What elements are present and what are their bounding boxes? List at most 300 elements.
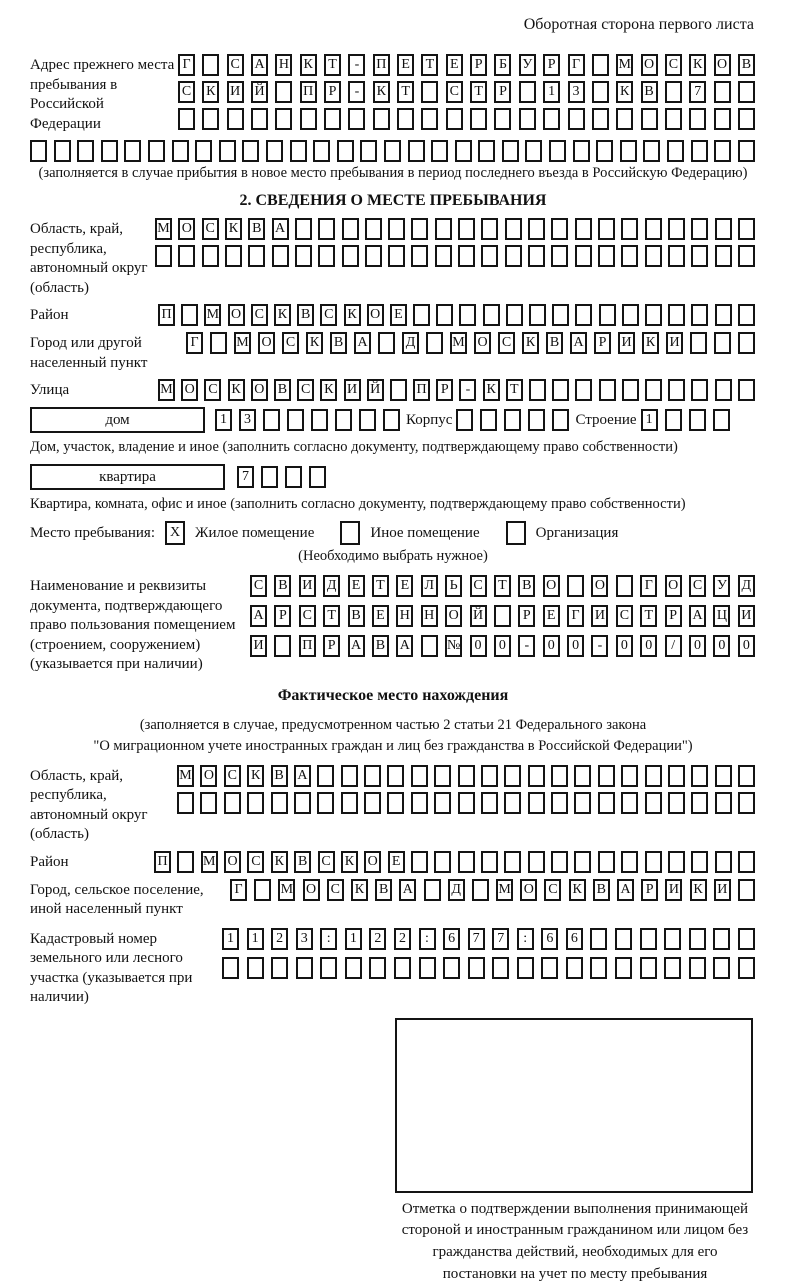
form-cell[interactable]: Н — [275, 54, 292, 76]
form-cell[interactable] — [529, 304, 546, 326]
form-cell[interactable] — [689, 928, 706, 950]
form-cell[interactable] — [689, 957, 706, 979]
form-cell[interactable]: К — [228, 379, 245, 401]
form-cell[interactable]: И — [618, 332, 635, 354]
form-cell[interactable]: Т — [494, 575, 511, 597]
form-cell[interactable]: - — [348, 81, 365, 103]
form-cell[interactable] — [419, 957, 436, 979]
form-cell[interactable] — [691, 304, 708, 326]
form-cell[interactable]: Р — [470, 54, 487, 76]
form-cell[interactable]: Р — [436, 379, 453, 401]
form-cell[interactable] — [645, 245, 662, 267]
form-cell[interactable]: С — [327, 879, 344, 901]
form-cell[interactable] — [667, 140, 684, 162]
form-cell[interactable] — [434, 851, 451, 873]
form-cell[interactable] — [435, 218, 452, 240]
form-cell[interactable] — [598, 851, 615, 873]
form-cell[interactable] — [615, 928, 632, 950]
form-cell[interactable] — [713, 957, 730, 979]
form-cell[interactable]: В — [546, 332, 563, 354]
form-cell[interactable] — [373, 108, 390, 130]
form-cell[interactable] — [599, 304, 616, 326]
form-cell[interactable] — [690, 332, 707, 354]
form-cell[interactable]: С — [224, 765, 241, 787]
form-cell[interactable]: П — [299, 635, 316, 657]
form-cell[interactable] — [458, 851, 475, 873]
form-cell[interactable]: 1 — [222, 928, 239, 950]
form-cell[interactable] — [738, 245, 755, 267]
form-cell[interactable] — [665, 81, 682, 103]
form-cell[interactable]: 0 — [640, 635, 657, 657]
form-cell[interactable] — [413, 304, 430, 326]
form-cell[interactable]: О — [591, 575, 608, 597]
form-cell[interactable] — [384, 140, 401, 162]
form-cell[interactable] — [505, 245, 522, 267]
form-cell[interactable] — [643, 140, 660, 162]
form-cell[interactable]: Е — [446, 54, 463, 76]
form-cell[interactable] — [287, 409, 304, 431]
form-cell[interactable]: Т — [397, 81, 414, 103]
form-cell[interactable] — [645, 218, 662, 240]
form-cell[interactable] — [621, 765, 638, 787]
form-cell[interactable]: С — [250, 575, 267, 597]
form-cell[interactable] — [551, 792, 568, 814]
form-cell[interactable]: Ь — [445, 575, 462, 597]
form-cell[interactable]: 0 — [689, 635, 706, 657]
form-cell[interactable]: В — [271, 765, 288, 787]
form-cell[interactable]: О — [251, 379, 268, 401]
form-cell[interactable] — [640, 928, 657, 950]
form-cell[interactable] — [178, 245, 195, 267]
form-cell[interactable]: Е — [396, 575, 413, 597]
form-cell[interactable] — [505, 218, 522, 240]
form-cell[interactable] — [387, 765, 404, 787]
form-cell[interactable]: 7 — [468, 928, 485, 950]
form-cell[interactable] — [592, 54, 609, 76]
form-cell[interactable] — [494, 108, 511, 130]
form-cell[interactable] — [263, 409, 280, 431]
form-cell[interactable]: У — [713, 575, 730, 597]
form-cell[interactable]: И — [591, 605, 608, 627]
form-cell[interactable]: Р — [323, 635, 340, 657]
form-cell[interactable] — [472, 879, 489, 901]
form-cell[interactable]: Р — [324, 81, 341, 103]
form-cell[interactable] — [446, 108, 463, 130]
form-cell[interactable]: Т — [324, 54, 341, 76]
form-cell[interactable]: А — [272, 218, 289, 240]
form-cell[interactable] — [621, 245, 638, 267]
form-cell[interactable] — [668, 304, 685, 326]
form-cell[interactable] — [517, 957, 534, 979]
form-cell[interactable] — [665, 409, 682, 431]
form-cell[interactable] — [77, 140, 94, 162]
form-cell[interactable] — [426, 332, 443, 354]
form-cell[interactable] — [458, 218, 475, 240]
form-cell[interactable] — [480, 409, 497, 431]
form-cell[interactable]: Т — [470, 81, 487, 103]
checkbox-organizatsiya[interactable] — [506, 521, 526, 545]
form-cell[interactable]: : — [320, 928, 337, 950]
form-cell[interactable] — [645, 379, 662, 401]
form-cell[interactable]: К — [522, 332, 539, 354]
form-cell[interactable]: Г — [230, 879, 247, 901]
form-cell[interactable] — [738, 879, 755, 901]
form-cell[interactable] — [242, 140, 259, 162]
form-cell[interactable]: О — [520, 879, 537, 901]
form-cell[interactable]: О — [445, 605, 462, 627]
form-cell[interactable] — [575, 379, 592, 401]
form-cell[interactable] — [596, 140, 613, 162]
form-cell[interactable] — [248, 245, 265, 267]
form-cell[interactable]: О — [543, 575, 560, 597]
form-cell[interactable] — [715, 851, 732, 873]
form-cell[interactable]: Т — [372, 575, 389, 597]
form-cell[interactable] — [390, 379, 407, 401]
form-cell[interactable] — [275, 108, 292, 130]
form-cell[interactable] — [261, 466, 278, 488]
form-cell[interactable]: Й — [251, 81, 268, 103]
form-cell[interactable]: И — [299, 575, 316, 597]
form-cell[interactable] — [436, 304, 453, 326]
form-cell[interactable] — [590, 957, 607, 979]
form-cell[interactable]: Т — [323, 605, 340, 627]
form-cell[interactable] — [295, 245, 312, 267]
form-cell[interactable] — [411, 765, 428, 787]
form-cell[interactable]: К — [202, 81, 219, 103]
form-cell[interactable]: Р — [641, 879, 658, 901]
form-cell[interactable]: Н — [421, 605, 438, 627]
form-cell[interactable] — [641, 108, 658, 130]
form-cell[interactable]: И — [344, 379, 361, 401]
form-cell[interactable] — [411, 851, 428, 873]
form-cell[interactable] — [543, 108, 560, 130]
form-cell[interactable] — [456, 409, 473, 431]
form-cell[interactable]: - — [348, 54, 365, 76]
form-cell[interactable]: И — [738, 605, 755, 627]
form-cell[interactable] — [738, 957, 755, 979]
form-cell[interactable]: В — [330, 332, 347, 354]
form-cell[interactable]: С — [227, 54, 244, 76]
form-cell[interactable]: М — [177, 765, 194, 787]
form-cell[interactable]: У — [519, 54, 536, 76]
form-cell[interactable] — [645, 765, 662, 787]
form-cell[interactable] — [504, 765, 521, 787]
form-cell[interactable] — [101, 140, 118, 162]
form-cell[interactable] — [178, 108, 195, 130]
form-cell[interactable]: Д — [448, 879, 465, 901]
form-cell[interactable]: С — [320, 304, 337, 326]
form-cell[interactable]: О — [364, 851, 381, 873]
form-cell[interactable] — [271, 957, 288, 979]
form-cell[interactable] — [691, 792, 708, 814]
form-cell[interactable]: И — [666, 332, 683, 354]
form-cell[interactable]: С — [204, 379, 221, 401]
form-cell[interactable] — [528, 409, 545, 431]
form-cell[interactable] — [691, 140, 708, 162]
form-cell[interactable] — [528, 851, 545, 873]
form-cell[interactable] — [443, 957, 460, 979]
form-cell[interactable]: Е — [390, 304, 407, 326]
form-cell[interactable]: М — [234, 332, 251, 354]
form-cell[interactable] — [481, 245, 498, 267]
form-cell[interactable] — [529, 379, 546, 401]
form-cell[interactable]: С — [247, 851, 264, 873]
form-cell[interactable] — [341, 765, 358, 787]
form-cell[interactable] — [664, 928, 681, 950]
form-cell[interactable]: А — [348, 635, 365, 657]
form-cell[interactable] — [435, 245, 452, 267]
form-cell[interactable] — [411, 792, 428, 814]
form-cell[interactable] — [691, 245, 708, 267]
form-cell[interactable] — [528, 792, 545, 814]
form-cell[interactable]: А — [294, 765, 311, 787]
form-cell[interactable]: Р — [274, 605, 291, 627]
form-cell[interactable]: С — [202, 218, 219, 240]
form-cell[interactable] — [481, 765, 498, 787]
form-cell[interactable]: К — [373, 81, 390, 103]
form-cell[interactable]: К — [247, 765, 264, 787]
form-cell[interactable] — [551, 245, 568, 267]
form-cell[interactable] — [369, 957, 386, 979]
form-cell[interactable] — [640, 957, 657, 979]
form-cell[interactable]: 0 — [713, 635, 730, 657]
form-cell[interactable] — [272, 245, 289, 267]
form-cell[interactable] — [300, 108, 317, 130]
form-cell[interactable]: К — [351, 879, 368, 901]
form-cell[interactable] — [575, 245, 592, 267]
form-cell[interactable]: В — [274, 575, 291, 597]
form-cell[interactable] — [738, 218, 755, 240]
form-cell[interactable]: Д — [402, 332, 419, 354]
form-cell[interactable]: 7 — [492, 928, 509, 950]
form-cell[interactable] — [668, 792, 685, 814]
form-cell[interactable] — [434, 765, 451, 787]
form-cell[interactable]: : — [517, 928, 534, 950]
form-cell[interactable] — [224, 792, 241, 814]
form-cell[interactable] — [290, 140, 307, 162]
form-cell[interactable]: Л — [421, 575, 438, 597]
form-cell[interactable]: К — [642, 332, 659, 354]
form-cell[interactable]: О — [641, 54, 658, 76]
form-cell[interactable] — [274, 635, 291, 657]
form-cell[interactable] — [202, 54, 219, 76]
form-cell[interactable] — [575, 218, 592, 240]
form-cell[interactable]: К — [483, 379, 500, 401]
form-cell[interactable] — [172, 140, 189, 162]
form-cell[interactable] — [715, 379, 732, 401]
form-cell[interactable]: 2 — [394, 928, 411, 950]
form-cell[interactable] — [342, 218, 359, 240]
form-cell[interactable]: П — [413, 379, 430, 401]
form-cell[interactable] — [668, 218, 685, 240]
form-cell[interactable] — [364, 792, 381, 814]
form-cell[interactable]: М — [496, 879, 513, 901]
form-cell[interactable] — [664, 957, 681, 979]
form-cell[interactable] — [378, 332, 395, 354]
form-cell[interactable] — [714, 108, 731, 130]
form-cell[interactable] — [365, 218, 382, 240]
form-cell[interactable] — [551, 218, 568, 240]
form-cell[interactable] — [738, 140, 755, 162]
form-cell[interactable] — [519, 108, 536, 130]
form-cell[interactable] — [219, 140, 236, 162]
form-cell[interactable] — [504, 851, 521, 873]
form-cell[interactable]: С — [498, 332, 515, 354]
form-cell[interactable] — [458, 792, 475, 814]
form-cell[interactable] — [424, 879, 441, 901]
form-cell[interactable] — [470, 108, 487, 130]
form-cell[interactable] — [621, 218, 638, 240]
form-cell[interactable]: О — [665, 575, 682, 597]
form-cell[interactable] — [738, 928, 755, 950]
form-cell[interactable] — [738, 765, 755, 787]
form-cell[interactable]: А — [354, 332, 371, 354]
form-cell[interactable]: Р — [543, 54, 560, 76]
form-cell[interactable] — [155, 245, 172, 267]
form-cell[interactable] — [738, 304, 755, 326]
form-cell[interactable] — [434, 792, 451, 814]
form-cell[interactable] — [313, 140, 330, 162]
form-cell[interactable] — [492, 957, 509, 979]
form-cell[interactable]: М — [158, 379, 175, 401]
form-cell[interactable]: С — [665, 54, 682, 76]
form-cell[interactable]: А — [396, 635, 413, 657]
form-cell[interactable] — [458, 765, 475, 787]
form-cell[interactable] — [459, 304, 476, 326]
checkbox-zhiloe-pomeshchenie[interactable]: X — [165, 521, 185, 545]
form-cell[interactable]: П — [373, 54, 390, 76]
form-cell[interactable]: Д — [323, 575, 340, 597]
form-cell[interactable]: П — [154, 851, 171, 873]
form-cell[interactable] — [738, 332, 755, 354]
form-cell[interactable] — [225, 245, 242, 267]
form-cell[interactable] — [599, 379, 616, 401]
form-cell[interactable] — [506, 304, 523, 326]
form-cell[interactable] — [598, 765, 615, 787]
form-cell[interactable] — [551, 851, 568, 873]
form-cell[interactable]: А — [399, 879, 416, 901]
form-cell[interactable]: К — [689, 54, 706, 76]
form-cell[interactable] — [575, 304, 592, 326]
form-cell[interactable] — [552, 304, 569, 326]
checkbox-inoe-pomeshchenie[interactable] — [340, 521, 360, 545]
form-cell[interactable]: К — [300, 54, 317, 76]
form-cell[interactable]: Е — [543, 605, 560, 627]
form-cell[interactable]: В — [518, 575, 535, 597]
form-cell[interactable] — [251, 108, 268, 130]
form-cell[interactable] — [622, 304, 639, 326]
form-cell[interactable] — [348, 108, 365, 130]
form-cell[interactable] — [715, 218, 732, 240]
form-cell[interactable]: 0 — [470, 635, 487, 657]
form-cell[interactable]: А — [617, 879, 634, 901]
form-cell[interactable]: Д — [738, 575, 755, 597]
form-cell[interactable] — [598, 245, 615, 267]
form-cell[interactable] — [295, 218, 312, 240]
form-cell[interactable]: Р — [518, 605, 535, 627]
form-cell[interactable]: К — [271, 851, 288, 873]
form-cell[interactable] — [668, 765, 685, 787]
form-cell[interactable]: 6 — [566, 928, 583, 950]
form-cell[interactable] — [525, 140, 542, 162]
form-cell[interactable] — [247, 792, 264, 814]
form-cell[interactable]: А — [250, 605, 267, 627]
form-cell[interactable]: С — [544, 879, 561, 901]
form-cell[interactable]: О — [714, 54, 731, 76]
form-cell[interactable]: В — [738, 54, 755, 76]
form-cell[interactable] — [668, 379, 685, 401]
form-cell[interactable] — [494, 605, 511, 627]
form-cell[interactable]: О — [303, 879, 320, 901]
form-cell[interactable]: В — [294, 851, 311, 873]
form-cell[interactable]: М — [278, 879, 295, 901]
form-cell[interactable]: О — [228, 304, 245, 326]
form-cell[interactable] — [665, 108, 682, 130]
form-cell[interactable]: Й — [470, 605, 487, 627]
form-cell[interactable] — [483, 304, 500, 326]
form-cell[interactable] — [645, 851, 662, 873]
form-cell[interactable] — [573, 140, 590, 162]
form-cell[interactable]: 3 — [568, 81, 585, 103]
form-cell[interactable]: И — [250, 635, 267, 657]
form-cell[interactable] — [177, 851, 194, 873]
form-cell[interactable] — [528, 245, 545, 267]
form-cell[interactable]: С — [251, 304, 268, 326]
form-cell[interactable]: - — [518, 635, 535, 657]
form-cell[interactable] — [421, 81, 438, 103]
form-cell[interactable]: Р — [594, 332, 611, 354]
form-cell[interactable] — [342, 245, 359, 267]
form-cell[interactable] — [616, 108, 633, 130]
form-cell[interactable] — [364, 765, 381, 787]
form-cell[interactable] — [177, 792, 194, 814]
form-cell[interactable]: И — [714, 879, 731, 901]
form-cell[interactable] — [622, 379, 639, 401]
form-cell[interactable] — [388, 218, 405, 240]
form-cell[interactable] — [715, 792, 732, 814]
form-cell[interactable] — [552, 409, 569, 431]
form-cell[interactable] — [294, 792, 311, 814]
form-cell[interactable]: А — [570, 332, 587, 354]
form-cell[interactable] — [148, 140, 165, 162]
form-cell[interactable] — [200, 792, 217, 814]
form-cell[interactable]: Г — [178, 54, 195, 76]
form-cell[interactable]: 3 — [296, 928, 313, 950]
form-cell[interactable]: 0 — [567, 635, 584, 657]
form-cell[interactable]: 0 — [616, 635, 633, 657]
form-cell[interactable]: Е — [372, 605, 389, 627]
form-cell[interactable] — [317, 765, 334, 787]
form-cell[interactable] — [247, 957, 264, 979]
form-cell[interactable] — [317, 792, 334, 814]
form-cell[interactable]: - — [591, 635, 608, 657]
form-cell[interactable] — [421, 635, 438, 657]
form-cell[interactable]: О — [258, 332, 275, 354]
form-cell[interactable] — [181, 304, 198, 326]
form-cell[interactable] — [397, 108, 414, 130]
form-cell[interactable] — [210, 332, 227, 354]
form-cell[interactable]: К — [569, 879, 586, 901]
form-cell[interactable] — [408, 140, 425, 162]
form-cell[interactable]: О — [474, 332, 491, 354]
form-cell[interactable]: М — [450, 332, 467, 354]
form-cell[interactable]: 6 — [443, 928, 460, 950]
form-cell[interactable] — [387, 792, 404, 814]
form-cell[interactable] — [337, 140, 354, 162]
form-cell[interactable]: Р — [494, 81, 511, 103]
form-cell[interactable] — [598, 792, 615, 814]
form-cell[interactable]: Й — [367, 379, 384, 401]
